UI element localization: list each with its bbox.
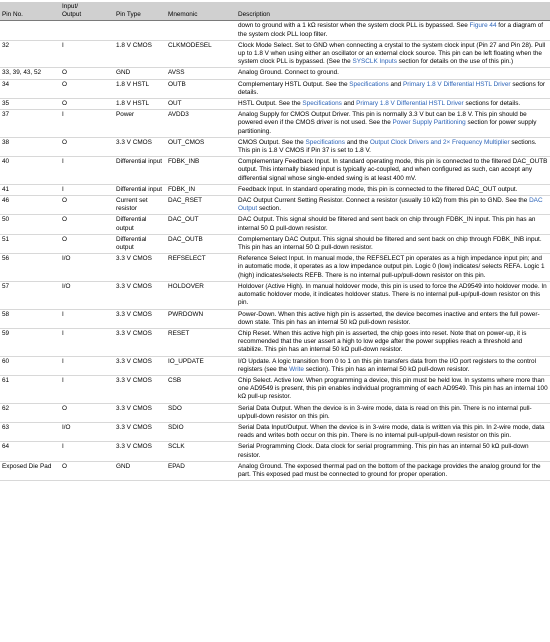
table-row <box>0 215 550 234</box>
description-text: Complementary Feedback Input. In standard operating mode, this pin is connected to the filtered DAC_OUTB output. This internally biased input is typically ac-coupled, and when configured as such, can accept any differential signal whose single-ended swing is at least 400 mV. <box>238 158 548 182</box>
description-cell <box>236 461 550 480</box>
pin-type-cell: 3.3 V CMOS <box>114 356 166 375</box>
input-output-cell: I <box>60 356 114 375</box>
input-output-cell: O <box>60 79 114 98</box>
description-text: Complementary DAC Output. This signal should be filtered and sent back on chip through FDBK_INB input. This pin has an internal 50 Ω pull-down resistor. <box>238 235 542 252</box>
pin-number-cell: 64 <box>0 442 60 461</box>
input-output-cell: I/O <box>60 422 114 441</box>
description-text: Serial Data Output. When the device is in 3-wire mode, data is read on this pin. There is no internal pull-up/pull-down resistor on this pin. <box>238 404 532 420</box>
table-row <box>0 375 550 403</box>
description-text: Chip Reset. When this active high pin is asserted, the chip goes into reset. Note that on power-up, it is recommended that the user assert a high to low edge after the power supplies reach a threshold and stabilize. This pin has an internal 50 kΩ pull-down resistor. <box>238 329 527 354</box>
table-row <box>0 137 550 156</box>
description-text: sections for details. <box>463 100 521 108</box>
pin-type-cell: GND <box>114 461 166 480</box>
input-output-cell <box>60 21 114 40</box>
description-text: section. <box>257 205 281 213</box>
mnemonic-cell: RESET <box>166 328 236 356</box>
description-text: sections. This pin is 1.8 V CMOS if Pin 37 is set to 1.8 V. <box>238 138 537 155</box>
input-output-cell: O <box>60 461 114 480</box>
table-row <box>0 110 550 138</box>
mnemonic-cell: CLKMODESEL <box>166 40 236 68</box>
table-row <box>0 68 550 79</box>
description-cell <box>236 442 550 461</box>
cross-reference-link[interactable]: Write <box>289 365 304 373</box>
description-text: section). This pin has an internal 50 kΩ pull-down resistor. <box>303 365 470 373</box>
description-cell <box>236 21 550 40</box>
description-text: and the <box>344 138 370 146</box>
header-mnemonic: Mnemonic <box>166 2 236 21</box>
description-cell <box>236 137 550 156</box>
pin-type-cell: Differential output <box>114 215 166 234</box>
pin-type-cell: 3.3 V CMOS <box>114 422 166 441</box>
table-row <box>0 196 550 215</box>
input-output-cell: O <box>60 137 114 156</box>
pin-number-cell: 50 <box>0 215 60 234</box>
pin-type-cell <box>114 21 166 40</box>
pin-number-cell: 62 <box>0 403 60 422</box>
mnemonic-cell: PWRDOWN <box>166 309 236 328</box>
description-text: down to ground with a 1 kΩ resistor when the system clock PLL is bypassed. See <box>238 22 470 30</box>
description-text: and <box>341 100 357 108</box>
description-text: Power-Down. When this active high pin is asserted, the device becomes inactive and enters the full power-down state. This pin has an internal 50 kΩ pull-down resistor. <box>238 310 540 326</box>
table-row <box>0 21 550 40</box>
mnemonic-cell: SDIO <box>166 422 236 441</box>
mnemonic-cell <box>166 21 236 40</box>
pin-type-cell: 3.3 V CMOS <box>114 375 166 403</box>
description-cell <box>236 356 550 375</box>
mnemonic-cell: OUTB <box>166 79 236 98</box>
header-description: Description <box>236 2 550 21</box>
description-cell <box>236 110 550 138</box>
pin-type-cell: 1.8 V HSTL <box>114 79 166 98</box>
pin-function-table <box>0 2 550 481</box>
table-row <box>0 461 550 480</box>
table-row <box>0 40 550 68</box>
description-cell <box>236 422 550 441</box>
input-output-cell: I <box>60 157 114 185</box>
description-cell <box>236 375 550 403</box>
description-text: section for details on the use of this pin.) <box>396 58 514 66</box>
pin-number-cell: 33, 39, 43, 52 <box>0 68 60 79</box>
mnemonic-cell: FDBK_IN <box>166 184 236 195</box>
pin-number-cell: 37 <box>0 110 60 138</box>
pin-type-cell: 3.3 V CMOS <box>114 442 166 461</box>
input-output-cell: O <box>60 68 114 79</box>
description-text: Clock Mode Select. Set to GND when connecting a crystal to the system clock input (Pin 27 and Pin 28). Pull up to 1.8 V when using either an oscillator or an external clock source. This pin can be left floating when the system clock PLL is bypassed. (See the <box>238 41 546 66</box>
header-pin-type: Pin Type <box>114 2 166 21</box>
description-cell <box>236 328 550 356</box>
pin-type-cell: 1.8 V CMOS <box>114 40 166 68</box>
input-output-cell: O <box>60 196 114 215</box>
pin-number-cell: 56 <box>0 254 60 282</box>
mnemonic-cell: HOLDOVER <box>166 281 236 309</box>
pin-number-cell: 51 <box>0 234 60 253</box>
pin-type-cell: 3.3 V CMOS <box>114 281 166 309</box>
cross-reference-link[interactable]: Specifications <box>305 138 345 146</box>
table-row <box>0 281 550 309</box>
input-output-cell: I <box>60 184 114 195</box>
table-body <box>0 21 550 481</box>
input-output-cell: I <box>60 375 114 403</box>
table-row <box>0 422 550 441</box>
pin-number-cell: Exposed Die Pad <box>0 461 60 480</box>
pin-type-cell: Differential input <box>114 184 166 195</box>
input-output-cell: O <box>60 215 114 234</box>
description-text: DAC Output Current Setting Resistor. Connect a resistor (usually 10 kΩ) from this pin to GND. See the <box>238 197 530 205</box>
description-cell <box>236 40 550 68</box>
description-text: Analog Ground. Connect to ground. <box>238 69 339 77</box>
cross-reference-link[interactable]: DAC Output <box>238 197 543 213</box>
description-text: DAC Output. This signal should be filtered and sent back on chip through FDBK_IN input. This pin has an internal 50 Ω pull-down resistor. <box>238 216 536 232</box>
cross-reference-link[interactable]: Output Clock Drivers and 2× Frequency Multiplier <box>369 138 510 146</box>
description-text: I/O Update. A logic transition from 0 to 1 on this pin transfers data from the I/O port registers to the control registers (see the <box>238 357 537 373</box>
description-text: Reference Select Input. In manual mode, the REFSELECT pin operates as a high impedance input pin; and in automatic mode, it operates as a low impedance output pin. Logic 0 (low) indicates/ selects REFA. Logic 1 (high) indicates/selects REFB. There is no internal pull-up/pull-down resistor on this pin. <box>238 255 545 279</box>
input-output-cell: I <box>60 442 114 461</box>
cross-reference-link[interactable]: Power Supply Partitioning <box>392 119 466 127</box>
input-output-cell: O <box>60 403 114 422</box>
pin-number-cell: 46 <box>0 196 60 215</box>
input-output-cell: I/O <box>60 281 114 309</box>
pin-type-cell: 3.3 V CMOS <box>114 254 166 282</box>
description-cell <box>236 79 550 98</box>
description-text: CMOS Output. See the <box>238 138 306 146</box>
cross-reference-link[interactable]: Specifications <box>302 100 342 108</box>
mnemonic-cell: DAC_RSET <box>166 196 236 215</box>
header-row <box>0 2 550 21</box>
pin-number-cell: 58 <box>0 309 60 328</box>
mnemonic-cell: CSB <box>166 375 236 403</box>
cross-reference-link[interactable]: Primary 1.8 V Differential HSTL Driver <box>356 100 464 108</box>
mnemonic-cell: OUT_CMOS <box>166 137 236 156</box>
input-output-cell: I/O <box>60 254 114 282</box>
table-row <box>0 99 550 110</box>
pin-number-cell: 40 <box>0 157 60 185</box>
description-text: for a diagram of the system clock PLL loop filter. <box>238 22 544 38</box>
pin-type-cell: GND <box>114 68 166 79</box>
cross-reference-link[interactable]: Specifications <box>349 80 389 88</box>
description-text: HSTL Output. See the <box>238 100 303 108</box>
table-row <box>0 234 550 253</box>
mnemonic-cell: REFSELECT <box>166 254 236 282</box>
pin-type-cell: Differential output <box>114 234 166 253</box>
pin-number-cell: 63 <box>0 422 60 441</box>
mnemonic-cell: FDBK_INB <box>166 157 236 185</box>
header-input-output: Input/ Output <box>60 2 114 21</box>
description-cell <box>236 309 550 328</box>
cross-reference-link[interactable]: SYSCLK Inputs <box>352 58 397 66</box>
input-output-cell: I <box>60 309 114 328</box>
input-output-cell: I <box>60 110 114 138</box>
description-text: Chip Select. Active low. When programming a device, this pin must be held low. In systems where more than one AD9549 is present, this pin enables individual programming of each AD9549. This pin has an internal 100 kΩ pull-up resistor. <box>238 376 548 401</box>
mnemonic-cell: OUT <box>166 99 236 110</box>
pin-number-cell <box>0 21 60 40</box>
mnemonic-cell: DAC_OUT <box>166 215 236 234</box>
description-cell <box>236 196 550 215</box>
description-text: Serial Data Input/Output. When the device is in 3-wire mode, data is written via this pin. In 2-wire mode, data reads and writes both occur on this pin. There is no internal pull-up/pull-down resistor on this pin. <box>238 423 545 440</box>
description-cell <box>236 68 550 79</box>
table-row <box>0 254 550 282</box>
pin-number-cell: 59 <box>0 328 60 356</box>
input-output-cell: O <box>60 99 114 110</box>
pin-number-cell: 61 <box>0 375 60 403</box>
description-cell <box>236 281 550 309</box>
input-output-cell: O <box>60 234 114 253</box>
mnemonic-cell: DAC_OUTB <box>166 234 236 253</box>
description-text: and <box>388 80 403 88</box>
pin-number-cell: 38 <box>0 137 60 156</box>
pin-type-cell: 3.3 V CMOS <box>114 309 166 328</box>
mnemonic-cell: SDO <box>166 403 236 422</box>
table-row <box>0 184 550 195</box>
description-cell <box>236 234 550 253</box>
table-row <box>0 403 550 422</box>
input-output-cell: I <box>60 40 114 68</box>
table-row <box>0 442 550 461</box>
pin-type-cell: Current set resistor <box>114 196 166 215</box>
pin-number-cell: 34 <box>0 79 60 98</box>
description-text: Serial Programming Clock. Data clock for serial programming. This pin has an internal 50 kΩ pull-down resistor. <box>238 443 529 459</box>
description-text: section for power supply partitioning. <box>238 119 537 135</box>
pin-number-cell: 57 <box>0 281 60 309</box>
mnemonic-cell: AVDD3 <box>166 110 236 138</box>
table-row <box>0 309 550 328</box>
description-text: Feedback Input. In standard operating mode, this pin is connected to the filtered DAC_OUT output. <box>238 185 518 193</box>
pin-number-cell: 32 <box>0 40 60 68</box>
description-cell <box>236 403 550 422</box>
pin-type-cell: 3.3 V CMOS <box>114 328 166 356</box>
description-cell <box>236 254 550 282</box>
cross-reference-link[interactable]: Figure 44 <box>469 22 497 30</box>
description-cell <box>236 184 550 195</box>
pin-type-cell: 1.8 V HSTL <box>114 99 166 110</box>
description-text: Analog Supply for CMOS Output Driver. This pin is normally 3.3 V but can be 1.8 V. This pin should be powered even if the CMOS driver is not used. See the <box>238 111 527 127</box>
cross-reference-link[interactable]: Primary 1.8 V Differential HSTL Driver <box>402 80 511 88</box>
pin-number-cell: 41 <box>0 184 60 195</box>
table-row <box>0 157 550 185</box>
description-text: Complementary HSTL Output. See the <box>238 80 350 88</box>
table-row <box>0 328 550 356</box>
description-cell <box>236 99 550 110</box>
pin-type-cell: 3.3 V CMOS <box>114 137 166 156</box>
description-text: sections for details. <box>238 80 546 96</box>
table-row <box>0 356 550 375</box>
description-text: Holdover (Active High). In manual holdover mode, this pin is used to force the AD9549 into holdover mode. In automatic holdover mode, it indicates holdover status. There is no internal pull-up/pull-down resistor on this pin. <box>238 282 547 307</box>
mnemonic-cell: SCLK <box>166 442 236 461</box>
table-row <box>0 79 550 98</box>
pin-type-cell: 3.3 V CMOS <box>114 403 166 422</box>
header-pin-no: Pin No. <box>0 2 60 21</box>
description-cell <box>236 157 550 185</box>
pin-number-cell: 60 <box>0 356 60 375</box>
pin-type-cell: Power <box>114 110 166 138</box>
mnemonic-cell: IO_UPDATE <box>166 356 236 375</box>
description-cell <box>236 215 550 234</box>
input-output-cell: I <box>60 328 114 356</box>
table-header <box>0 2 550 21</box>
pin-number-cell: 35 <box>0 99 60 110</box>
mnemonic-cell: EPAD <box>166 461 236 480</box>
description-text: Analog Ground. The exposed thermal pad on the bottom of the package provides the analog ground for the part. This exposed pad must be connected to ground for proper operation. <box>238 462 541 478</box>
pin-type-cell: Differential input <box>114 157 166 185</box>
mnemonic-cell: AVSS <box>166 68 236 79</box>
